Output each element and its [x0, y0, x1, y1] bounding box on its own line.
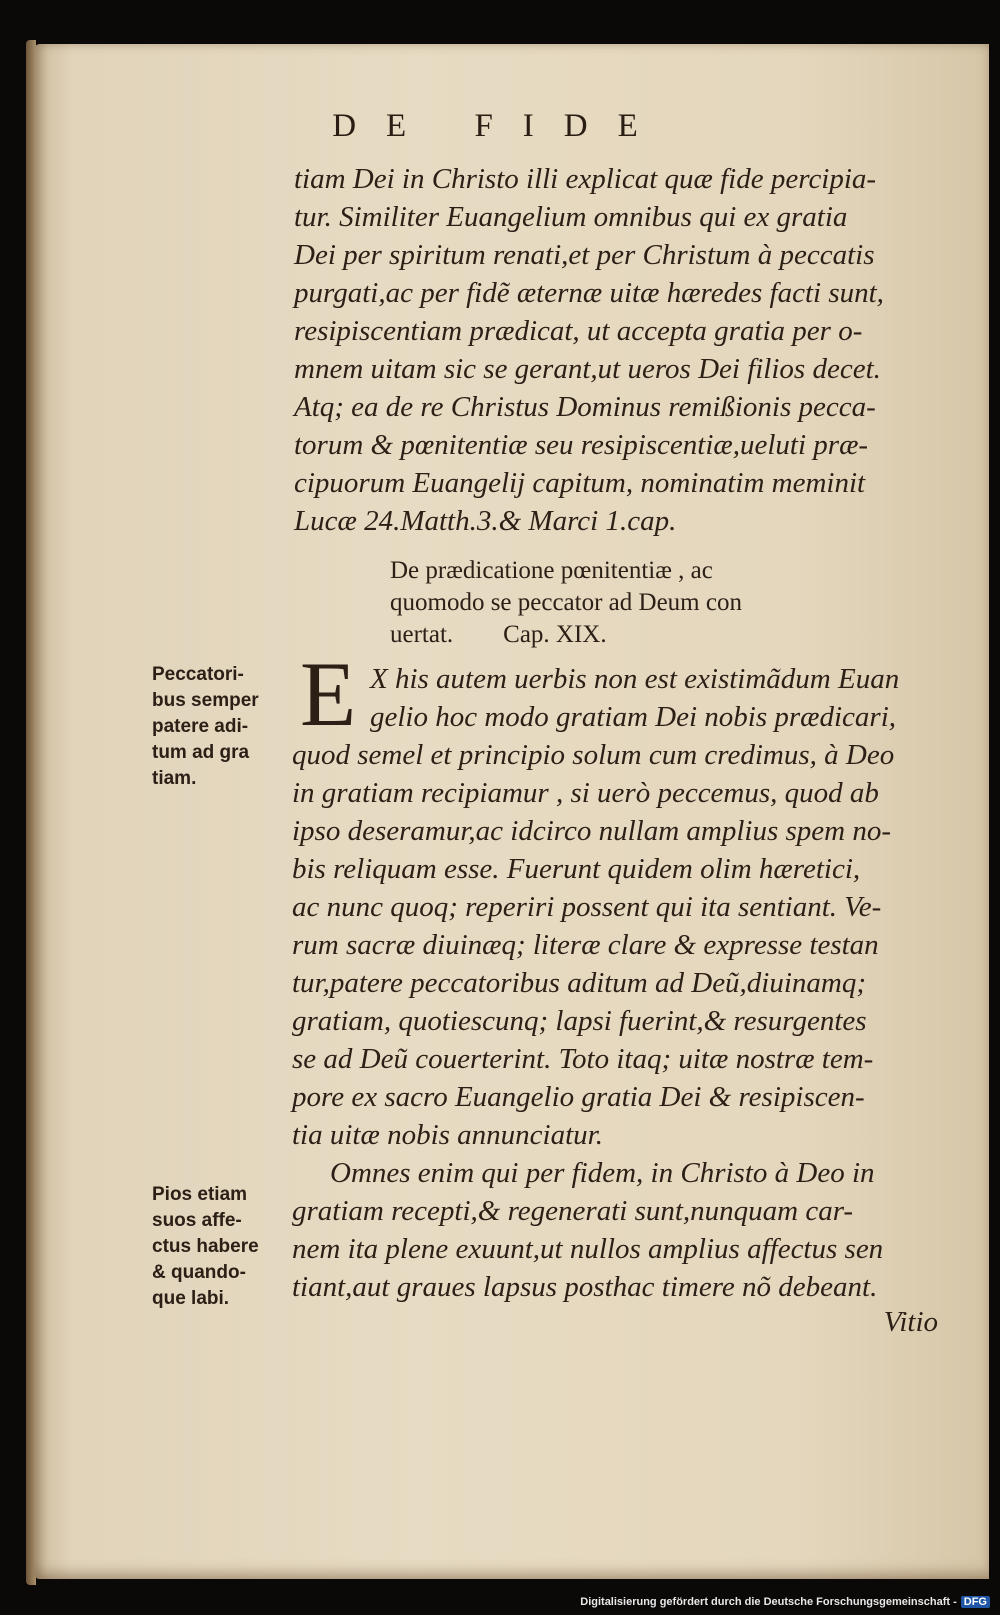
text-line: Atq; ea de re Christus Dominus remißionis pecca- — [294, 391, 876, 423]
text-line: Lucæ 24.Matth.3.& Marci 1.cap. — [294, 505, 677, 537]
text-line: tiant,aut graues lapsus posthac timere nõ debeant. — [292, 1271, 878, 1303]
footer-credit — [580, 1596, 990, 1608]
margin-note-line: patere adi- — [152, 716, 249, 737]
text-line: cipuorum Euangelij capitum, nominatim meminit — [294, 467, 866, 499]
margin-note-line: & quando- — [152, 1262, 246, 1283]
text-line: torum & pœnitentiæ seu resipiscentiæ,ueluti præ- — [294, 429, 869, 461]
text-line: quod semel et principio solum cum credimus, à Deo — [292, 739, 895, 771]
text-line: nem ita plene exuunt,ut nullos amplius affectus sen — [292, 1233, 884, 1265]
text-line: se ad Deũ couerterint. Toto itaq; uitæ nostræ tem- — [292, 1043, 874, 1075]
text-line: resipiscentiam prædicat, ut accepta gratia per o- — [294, 315, 863, 347]
text-line: gratiam, quotiescunq; lapsi fuerint,& resurgentes — [292, 1005, 867, 1037]
margin-note-line: tum ad gra — [152, 742, 250, 763]
margin-note-line: Pios etiam — [152, 1184, 248, 1205]
text-line: mnem uitam sic se gerant,ut ueros Dei filios decet. — [294, 353, 881, 385]
chapter-heading-line: quomodo se peccator ad Deum con — [390, 589, 742, 616]
text-line: gratiam recepti,& regenerati sunt,nunquam car- — [292, 1195, 854, 1227]
catchword: Vitio — [883, 1306, 938, 1338]
text-line: bis reliquam esse. Fuerunt quidem olim hæretici, — [292, 853, 861, 885]
text-line: in gratiam recipiamur , si uerò peccemus, quod ab — [292, 777, 879, 809]
dfg-logo: DFG — [961, 1596, 990, 1608]
text-line: ac nunc quoq; reperiri possent qui ita sentiant. Ve- — [292, 891, 882, 923]
drop-cap-initial: E — [300, 643, 357, 745]
text-line: Dei per spiritum renati,et per Christum à peccatis — [294, 239, 875, 271]
text-line: X his autem uerbis non est existimãdum Euan — [370, 663, 900, 695]
text-line: rum sacræ diuinæq; literæ clare & expresse testan — [292, 929, 879, 961]
margin-note-line: ctus habere — [152, 1236, 259, 1257]
margin-note-line: Peccatori- — [152, 664, 244, 685]
text-line: tiam Dei in Christo illi explicat quæ fide percipia- — [294, 163, 877, 195]
text-line: ipso deseramur,ac idcirco nullam amplius spem no- — [292, 815, 892, 847]
text-line: gelio hoc modo gratiam Dei nobis prædicari, — [370, 701, 897, 733]
text-line: tur,patere peccatoribus aditum ad Deũ,diuinamq; — [292, 967, 867, 999]
chapter-heading-line: De prædicatione pœnitentiæ , ac — [390, 557, 713, 584]
text-line: Omnes enim qui per fidem, in Christo à Deo in — [330, 1157, 875, 1189]
text-line: tur. Similiter Euangelium omnibus qui ex gratia — [294, 201, 848, 233]
margin-note-line: suos affe- — [152, 1210, 242, 1231]
text-line: purgati,ac per fidẽ æternæ uitæ hæredes facti sunt, — [294, 277, 884, 309]
margin-note-line: tiam. — [152, 768, 197, 789]
margin-note-line: que labi. — [152, 1288, 230, 1309]
margin-note-line: bus semper — [152, 690, 259, 711]
chapter-heading-line: uertat. Cap. XIX. — [390, 621, 607, 648]
footer-text: Digitalisierung gefördert durch die Deutsche Forschungsgemeinschaft - — [580, 1596, 957, 1608]
text-line: tia uitæ nobis annunciatur. — [292, 1119, 603, 1151]
text-line: pore ex sacro Euangelio gratia Dei & resipiscen- — [292, 1081, 865, 1113]
running-head: DE FIDE — [332, 108, 668, 144]
